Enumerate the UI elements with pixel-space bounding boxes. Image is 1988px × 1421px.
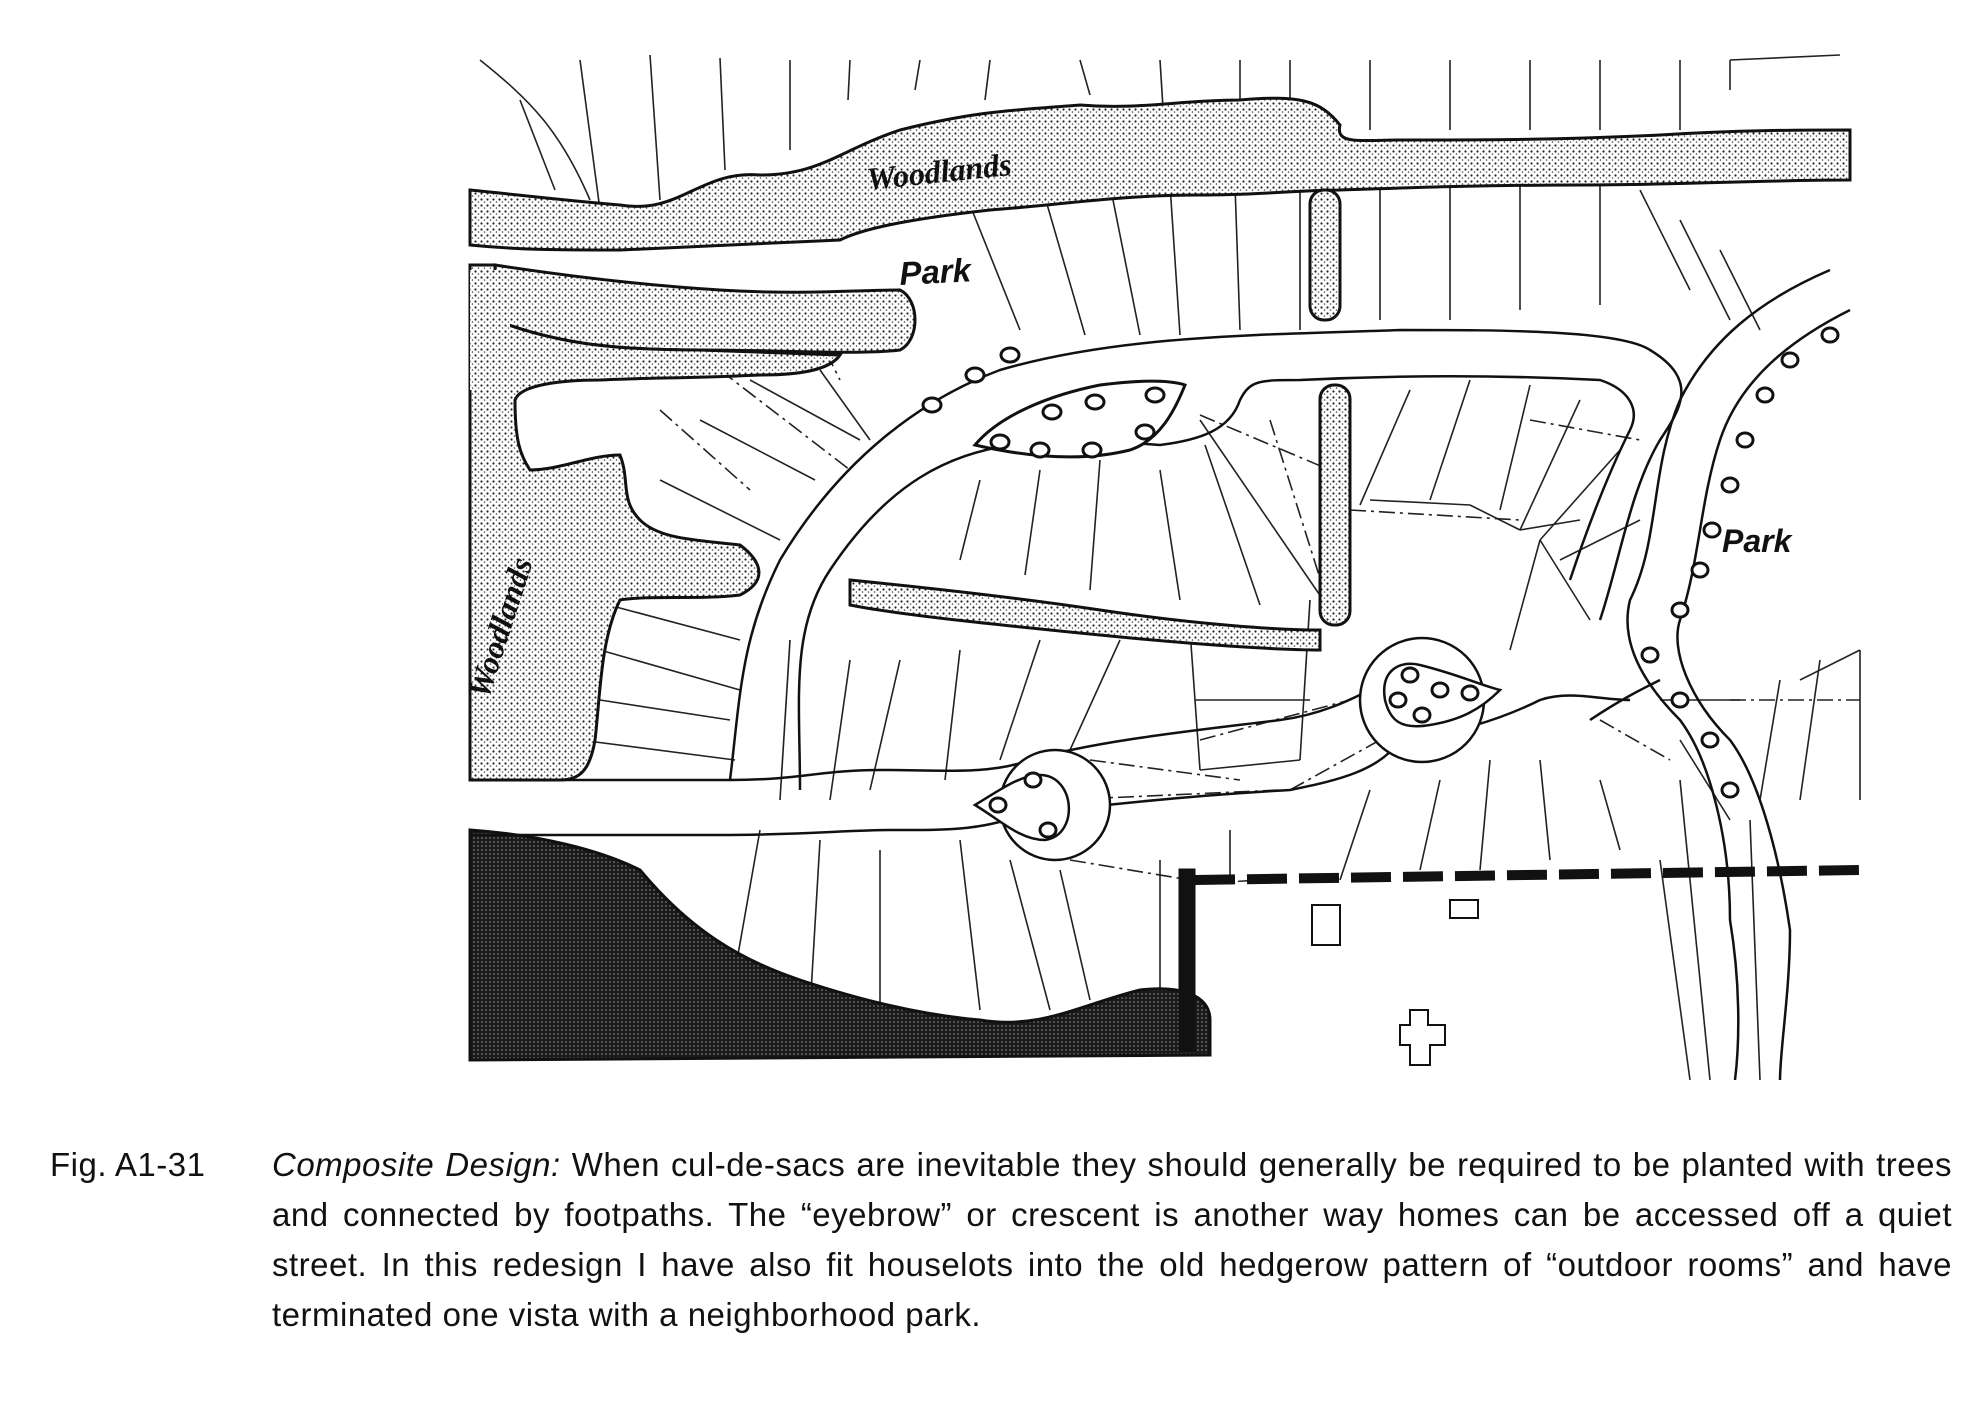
park-upper-label: Park xyxy=(898,251,972,292)
caption-text: When cul-de-sacs are inevitable they should generally be required to be planted with trees and connected by footpaths. The “eyebrow” or crescent is another way homes can be accessed off a quiet street. In this redesign I have also fit houselots into the old hedgerow pattern of “outdoor rooms” and have terminated one vista with a neighborhood park. xyxy=(272,1146,1952,1333)
woodlands-top-band-dark xyxy=(480,210,700,240)
culdesac-right xyxy=(1360,638,1500,762)
park-right-label: Park xyxy=(1722,523,1792,559)
caption-title: Composite Design: xyxy=(272,1146,561,1183)
woodlands-top-label: Woodlands xyxy=(864,145,1014,197)
buildings xyxy=(1312,900,1478,1065)
woodlands-left-shade xyxy=(470,270,510,390)
figure-id: Fig. A1-31 xyxy=(50,1146,206,1183)
property-boundary xyxy=(1195,870,1860,880)
caption-body xyxy=(272,1140,1952,1340)
hedgerows xyxy=(850,190,1350,1050)
woodlands-left-label: Woodlands xyxy=(460,552,540,703)
